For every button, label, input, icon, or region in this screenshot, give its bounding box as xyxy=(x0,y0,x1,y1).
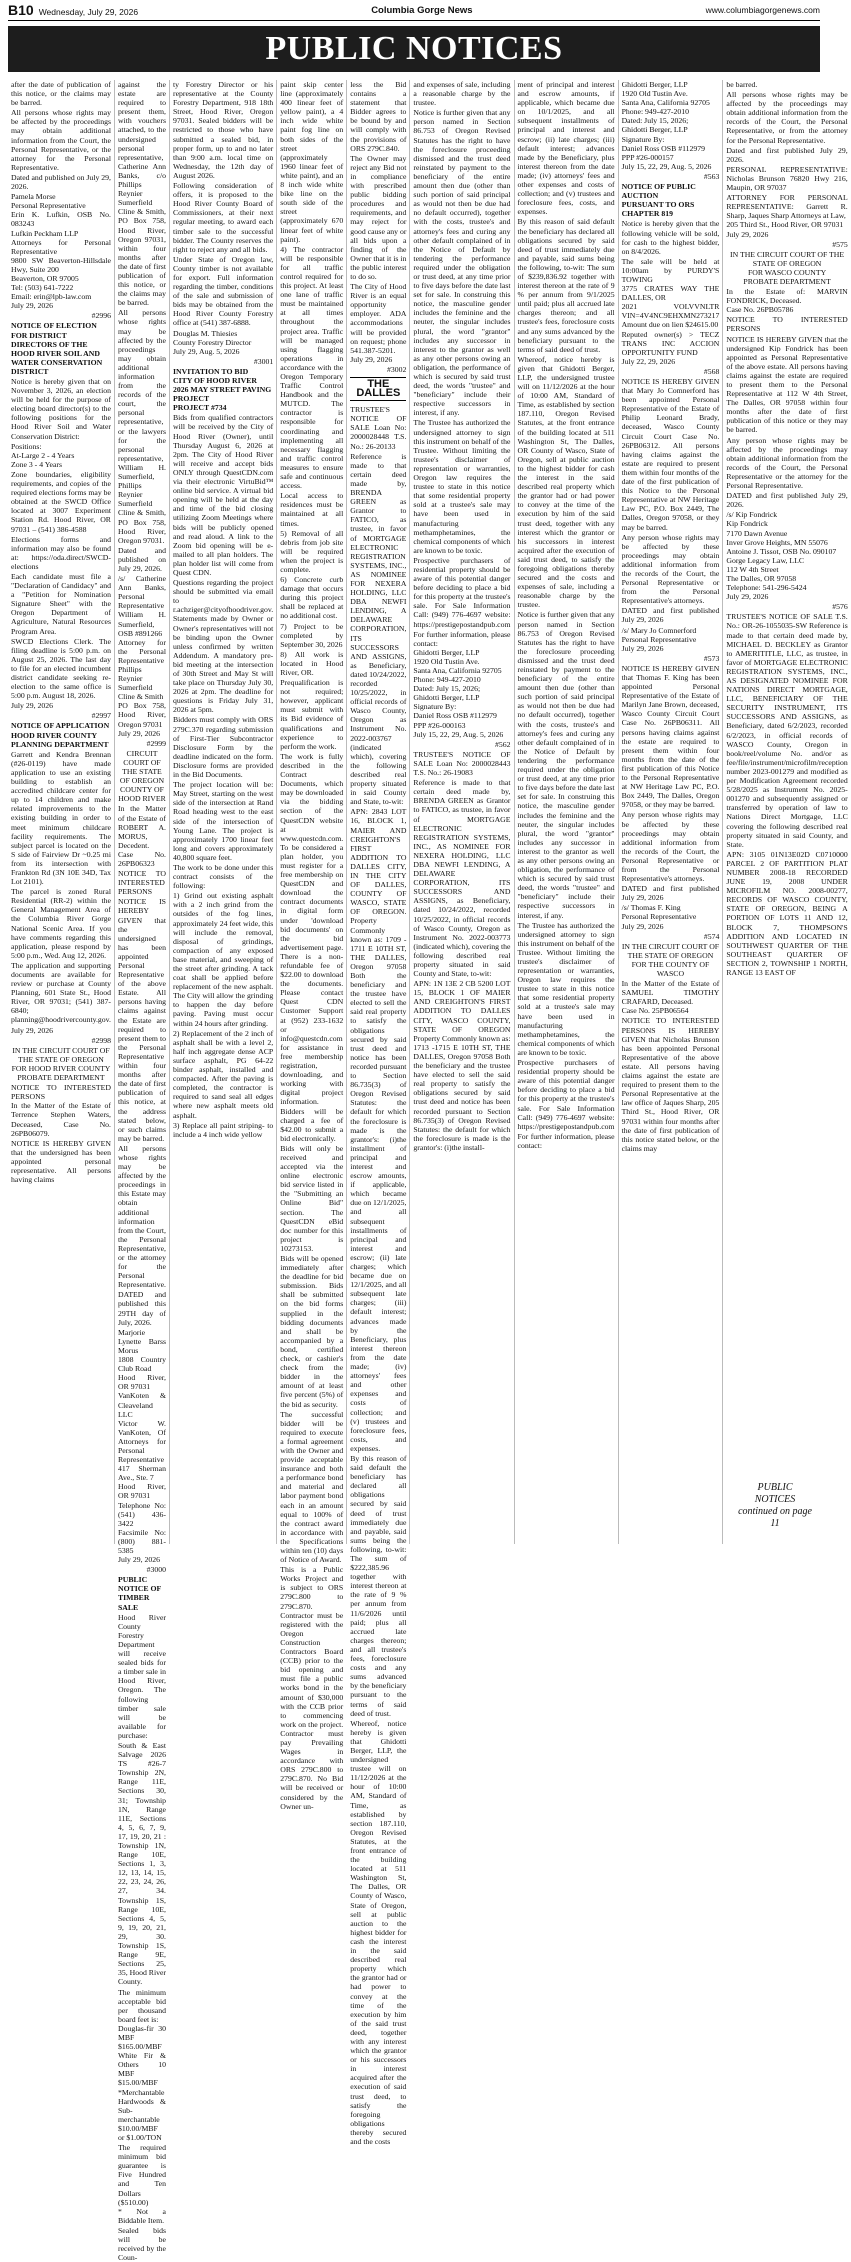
notice-paragraph: Following consideration of offers, it is proposed to the Hood River County Board of Commissioners, at their next regular meeting, to award each timber sale to the successful bidder. The County reserves the right to reject any and all bids. xyxy=(172,181,274,254)
notice-paragraph: Zone boundaries, eligibility requirements, and copies of the required elections forms may be obtained at the SWCD Office located at 3007 Experiment Station Rd. Hood River, OR 97031 – (541) 386-4588 xyxy=(11,469,111,534)
notice-paragraph: Reference is made to that certain deed made by, BRENDA GREEN as Grantor to FATICO, as trustee, in favor of MORTGAGE ELECTRONIC REGISTRATION SYSTEMS, INC., AS NOMINEE FOR NEXERA HOLDING, LLC DBA NEWFI LENDING, A DELAWARE CORPORATION, ITS SUCCESSORS AND ASSIGNS, as Beneficiary, dated 10/24/2022, recorded 10/25/2022, in official records of Wasco County, Oregon as Instrument No. 2022-003773 (indicated which), covering the following described real property situated in said County and State, to-wit: xyxy=(413,778,511,979)
notice-paragraph: By this reason of said default the beneficiary has declared all obligations secured by said deed of trust immediately due and payable, said sums being the following, to-wit: The sum of $239,836.92 together with interest thereon at the rate of 9 % per annum from 9/1/2025 until paid; plus all accrued late charges thereon; and all trustee's fees, foreclosure costs and any sums advanced by the beneficiary pursuant to the terms of said deed of trust. xyxy=(517,217,615,354)
notice-paragraph: NOTICE IS HEREBY GIVEN that Thomas F. King has been appointed Personal Representative of the Estate of Marilyn Jane Brown, deceased, Wasco County Circuit Court Case No. 26PB06311. All persons having claims against the estate are required to present them within four months from the date of the first publication of this Notice to the Personal Representative at NW Heritage Law PC, P.O. Box 2449, The Dalles, Oregon 97058, or they may be barred. xyxy=(621,663,720,810)
notice-paragraph: The Trustee has authorized the undersigned attorney to sign this instrument on behalf of the Trustee. Without limiting the trustee's disclaimer of representation or warranties, Oregon law requires the trustee to state in this notice that some residential property sold at a trustee's sale may have been used in manufacturing methamphetamines, the chemical components of which are known to be toxic. xyxy=(517,920,615,1057)
notice-number: #3000 xyxy=(146,1565,166,1575)
notice-paragraph: Notice is further given that any person named in Section 86.753 of Oregon Revised Statutes has the right to have the foreclosure proceeding dismissed and the trust deed reinstated by payment to the beneficiary of the entire amount then due (other than such portion of said principal as would not then be due had no default occurred), together with the costs, trustee's and attorney's fees and curing any other default complained of in the Notice of Default by tendering the performance required under the obligation or trust deed, at any time prior to five days before the date last set for sale. In construing this notice, the masculine gender includes the feminine and the neuter, the singular includes plural, the word "grantor" includes any successor in interest to the grantor as well as any other persons owing an obligation, the performance of which is secured by said trust deed, the words "trustee" and "beneficiary" include their respective successors in interest, if any. xyxy=(517,610,615,920)
notice-paragraph: All persons whose rights may be affected by the proceedings may obtain additional information from the records of the Court, the Personal Representative, or from the attorney for the Personal Representative. xyxy=(726,90,848,145)
notice-paragraph: Douglas M. Thiesies County Forestry Director July 29, Aug. 5, 2026 xyxy=(172,328,252,356)
notice-number: #562 xyxy=(495,739,511,749)
notice-paragraph: 4) The contractor will be responsible for all traffic control required for this project. At least one lane of traffic must be maintained at all times throughout the project area. Traffic will be managed using flagging operations in accordance with the Oregon Temporary Traffic Control Handbook and the MUTCD. The contractor is responsible for coordinating and implementing all necessary flagging and traffic control measures to ensure safe and continuous access. xyxy=(280,244,344,491)
notice-paragraph: Any person whose rights may be affected by the proceedings may obtain additional information from the records of the Court, the Personal Representative or the attorney for the Personal Representative. xyxy=(726,435,848,491)
notice-paragraph: Notice is hereby given that on November 3, 2026, an election will be held for the purpose of electing board director(s) to the following positions for the Hood River Soil and Water Conservation District: xyxy=(11,377,111,441)
notice-heading: IN THE CIRCUIT COURT OF THE STATE OF OREGON FOR WASCO COUNTY PROBATE DEPARTMENT xyxy=(729,249,845,286)
notice-paragraph: Bids from qualified contractors will be received by the City of Hood River (Owner), until Thursday August 6, 2026 at 2pm. The City of Hood River will receive and accept bids ONLY through QuestCDN.com via their electronic VirtuBid™ online bid service. A virtual bid opening will be held at the day and time of the bid closing utilizing Zoom Meetings where bids will be publicly opened and read aloud. A link to the Zoom bid opening will be e-mailed to all plan holders. The plan holder list will come from Quest CDN. xyxy=(172,413,274,577)
notice-paragraph: This is a Public Works Project and is subject to ORS 279C.800 to 279C.870. Contractor must be registered with the Oregon Construction Contractors Board (CCB) prior to the bid opening and must file a public works bond in the amount of $30,000 with the CCB prior to commencing work on the project. Contractor must pay Prevailing Wages in accordance with ORS 279C.800 to 279C.870. No Bid will be received or considered by the Owner un- xyxy=(280,1565,344,1811)
notice-paragraph: All persons whose rights may be affected by the proceedings in this Estate may obtain additional information from the Court, the Personal Representative, or the attorney for the Personal Representative. xyxy=(117,1143,166,1290)
notice-number: #3001 xyxy=(253,356,274,366)
notice-paragraph: ment of principal and interest and escrow amounts, if applicable, which became due on 10/1/2025, and all subsequent installments of principal and interest and escrow; (ii) late charges; (iii) default interest; advances made by the Beneficiary, plus interest thereon from the date made; (iv) attorneys' fees and other expenses and costs of collection; and (v) trustees and foreclosure fees, costs, and expenses. xyxy=(517,80,615,217)
notice-column xyxy=(277,80,347,1811)
notice-column xyxy=(8,80,115,1544)
notice-paragraph: Bids will be opened immediately after the deadline for bid submission. Bids shall be submitted on the bid forms supplied in the bidding documents and shall be accompanied by a bond, certified check, or cashier's check from the bidder in the amount of at least five percent (5%) of the bid as security. xyxy=(280,1254,344,1409)
notice-paragraph: DATED and first published July 29, 2026. xyxy=(726,491,848,510)
notice-heading: NOTICE OF APPLICATION HOOD RIVER COUNTY PLANNING DEPARTMENT xyxy=(11,721,110,749)
notice-paragraph: NOTICE TO INTERESTED PERSONS xyxy=(117,869,166,897)
notice-paragraph: ty Forestry Director or his representative at the County Forestry Department, 918 18th Street, Hood River, Oregon 97031. Sealed bidders will be restricted to those who have submitted a sealed bid, in proper form, up to and no later than 9:00 a.m. local time on Wednesday, the 12th day of August 2026. xyxy=(172,80,274,180)
notice-paragraph: 3) Replace all paint striping- to include a 4 inch wide yellow xyxy=(172,1120,274,1139)
notice-paragraph: In the Matter of the Estate of SAMUEL TIMOTHY CRAFARD, Deceased. Case No. 25PB06564 xyxy=(621,979,720,1016)
notice-paragraph: All persons whose rights may be affected by the proceedings may obtain additional information from the Court, the Personal Representative, or the attorney for the Personal Representative. xyxy=(11,108,111,172)
notice-paragraph: Prequalification is not required; however, applicant must submit with its Bid evidence of qualifications and experience to perform the work. xyxy=(280,678,344,751)
notice-heading: CIRCUIT COURT OF THE STATE OF OREGON COUNTY OF HOOD RIVER xyxy=(118,748,166,804)
notice-paragraph: PERSONAL REPRESENTATIVE: Nicholas Brunson 76820 Hwy 216, Maupin, OR 97037 xyxy=(726,164,848,193)
notice-paragraph: The minimum acceptable bid per thousand board feet is: Douglas-fir 30 MBF $165.00/MBF White Fir & Others 10 MBF $15.00/MBF *Merchantable Hardwoods & Sub-merchantable $10.00/MBF or $1.00/TON xyxy=(117,1987,166,2142)
notice-paragraph: Dated and published on July 29, 2026. xyxy=(117,545,166,573)
notice-paragraph: The Owner may reject any Bid not in compliance with prescribed public bidding procedures and requirements, and may reject for good cause any or all bids upon a finding of the Owner that it is in the public interest to do so. xyxy=(350,153,407,281)
notice-paragraph: TRUSTEE'S NOTICE OF SALE Loan No: 2000028443 T.S. No.: 26-19083 xyxy=(413,749,511,778)
notice-paragraph: In the Matter of the Estate of ROBERT A. MORUS, Decedent. Case No. 26PB06323 xyxy=(117,804,166,868)
notice-paragraph: Notice is hereby given that the following vehicle will be sold, for cash to the highest bidder, on 8/4/2026. xyxy=(621,219,720,256)
notice-paragraph: For further information, please contact: Ghidotti Berger, LLP 1920 Old Tustin Ave. Santa Ana, California 92705 Phone: 949-427-2010 Dated: July 15, 2026; Ghidotti Berger, LLP Signature By: Daniel Ross OSB #112979 PPP #26-000163 July 15, 22, 29, Aug. 5, 2026 xyxy=(413,629,511,739)
notice-paragraph: /s/ Kip Fondrick Kip Fondrick 7170 Dawn Avenue Inver Grove Heights, MN 55076 Antoine J. Tissot, OSB No. 090107 Gorge Legacy Law, LLC 112 W 4th Street The Dalles, OR 97058 Telephone: 541-296-5424 July 29, 2026 xyxy=(726,510,837,602)
notice-paragraph: 5) Removal of all debris from job site will be required when the project is complete. xyxy=(280,528,344,574)
notice-paragraph: DATED and first published July 29, 2026 xyxy=(621,884,720,903)
notice-paragraph: Reference is made to that certain deed made by, BRENDA GREEN as Grantor to FATICO, as trustee, in favor of MORTGAGE ELECTRONIC REGISTRATION SYSTEMS, INC., AS NOMINEE FOR NEXERA HOLDING, LLC DBA NEWFI LENDING, A DELAWARE CORPORATION, ITS SUCCESSORS AND ASSIGNS, as Beneficiary, dated 10/24/2022, recorded 10/25/2022, in official records of Wasco County, Oregon as Instrument No. 2022-003767 (indicated which), covering the following described real property situated in said County and State, to-wit: xyxy=(350,451,407,807)
notice-paragraph: NOTICE IS HEREBY GIVEN that the undersigned has been appointed personal representative. All persons having claims xyxy=(11,1138,111,1185)
notice-paragraph: The successful bidder will be required to execute a formal agreement with the Owner and provide acceptable insurance and both a performance bond and material and labor payment bond each in an amount equal to 100% of the contract award in accordance with the Specifications within ten (10) days of Notice of Award. xyxy=(280,1409,344,1565)
notice-column xyxy=(347,80,410,2146)
notice-paragraph: NOTICE TO INTERESTED PERSONS xyxy=(726,315,848,334)
notice-columns xyxy=(8,80,848,2262)
notice-paragraph: Each candidate must file a "Declaration of Candidacy" and a "Petition for Nomination Signature Sheet" with the Oregon Department of Agriculture, Natural Resources Program Area. xyxy=(11,571,111,636)
notice-heading: PUBLIC NOTICE OF TIMBER SALE xyxy=(117,1575,161,1612)
notice-paragraph: Garrett and Kendra Brennan (#26-0119) have made application to use an existing building to establish an accredited childcare center for up to 14 children and make related improvements to the existing building in order to meet minimum childcare facility requirements. The subject parcel is located on the S side of Fairview Dr ~0.25 mi from its intersection with Frankton Rd (3N 10E 34D, Tax Lot 2101). xyxy=(11,749,111,887)
notice-paragraph: /s/ Mary Jo Comnerford Personal Representative July 29, 2026 xyxy=(621,625,697,653)
notice-paragraph: NOTICE TO INTERESTED PERSONS IS HEREBY GIVEN that Nicholas Brunson has been appointed Personal Representative of the above estate. All persons having claims against the estate are required to present them to the Personal Representative at the law office of Jaques Sharp, 205 Third St., Hood River, OR 97031 within four months after the date of first publication of this notice stated below, or the claims may xyxy=(621,1016,720,1153)
notice-paragraph: Any person whose rights may be affected by these proceedings may obtain additional information from the records of the Court, the Personal Representative or from the Personal Representative's attorneys. xyxy=(621,532,720,606)
notice-paragraph: The required minimum bid guarantee is Five Hundred and Ten Dollars ($510.00) * Not a Biddable Item. xyxy=(117,2143,166,2225)
notice-paragraph: NOTICE IS HEREBY GIVEN that Mary Jo Comnerford has been appointed Personal Representative of the Estate of Philip Leonard Brady, deceased, Wasco County Circuit Court Case No. 26PB06312. All persons having claims against the estate are required to present them within four months of the date of the first publication of this Notice to the Personal Representative at NW Heritage Law PC, P.O. Box 2449, The Dalles, Oregon 97058, or they may be barred. xyxy=(621,377,720,532)
notice-column xyxy=(619,80,724,1544)
notice-paragraph: Bids will only be received and accepted via the online electronic bid service listed in the "Submitting an Online Bid" section. The QuestCDN eBid doc number for this project is 10273153. xyxy=(280,1143,344,1253)
notice-paragraph: DATED and published this 29TH day of July, 2026. xyxy=(117,1290,166,1327)
notice-paragraph: The work is fully described in the Contract Documents, which may be downloaded via the bidding section of the QuestCDN website at www.questcdn.com. To be considered a plan holder, you must register for a free membership on QuestCDN and download the contract documents in digital form under 'download bid documents' on the bid advertisement page. There is a non-refundable fee of $22.00 to download the documents. Please contact Quest CDN Customer Support at (952) 233-1632 or info@questcdn.com for assistance in free membership registration, downloading, and working with digital project information. Bidders will be charged a fee of $42.00 to submit a bid electronically. xyxy=(280,751,344,1143)
notice-paragraph: Prospective purchasers of residential property should be aware of this potential danger before deciding to place a bid for this property at the trustee's sale. For Sale Information Call: (949) 776-4697 website: https://prestigepostandpub.com xyxy=(413,555,511,629)
notice-paragraph: The Trustee has authorized the undersigned attorney to sign this instrument on behalf of the Trustee. Without limiting the trustee's disclaimer of representation or warranties, Oregon law requires the trustee to state in this notice that some residential property sold at a trustee's sale may have been used in manufacturing methamphetamines, the chemical components of which are known to be toxic. xyxy=(413,418,511,555)
notice-heading: INVITATION TO BID CITY OF HOOD RIVER 2026 MAY STREET PAVING PROJECT PROJECT #734 xyxy=(172,366,272,413)
section-heading: THE DALLES xyxy=(350,377,406,401)
notice-paragraph: /s/ Catherine Ann Banks, Personal Representative William H. Sumerfield, OSB #891266 Attorney for the Personal Representative Phillips Reynier Sumerfield Cline & Smith PO Box 758, Hood River, Oregon 97031 July 29, 2026 xyxy=(117,574,166,738)
notice-number: #568 xyxy=(703,366,720,376)
notice-paragraph: against the estate are required to present them, with vouchers attached, to the undersigned personal representative, Catherine Ann Banks, c/o Phillips Reynier Sumerfield Cline & Smith, PO Box 758, Hood River, Oregon 97031, within four months after the date of first publication of this notice, or the claims may be barred. xyxy=(117,80,166,308)
notice-paragraph: Ghidotti Berger, LLP 1920 Old Tustin Ave. Santa Ana, California 92705 Phone: 949-427-2010 Dated: July 15, 2026; Ghidotti Berger, LLP Signature By: Daniel Ross OSB #112979 PPP #26-000157 July 15, 22, 29, Aug. 5, 2026 xyxy=(621,80,712,171)
notice-paragraph: Local access to residences must be maintained at all times. xyxy=(280,491,344,528)
page-header xyxy=(8,0,820,21)
notice-number: #2999 xyxy=(146,738,166,748)
notice-paragraph: NOTICE IS HEREBY GIVEN that the undersigned Kip Fondrick has been appointed as Personal Representative of the above estate. All persons having claims against the estate are required to present them to the Personal Representative at 112 W 4th Street, The Dalles, OR 97058 within four months after the date of first publication of this notice or they may be barred. xyxy=(726,334,848,435)
notice-paragraph: Elections forms and information may also be found at: https://oda.direct/SWCD-elections xyxy=(11,534,111,571)
notice-paragraph: Questions regarding the project should be submitted via email to r.achziger@cityofhoodriver.gov. Statements made by Owner or Owner's representatives will not be binding upon the Owner unless confirmed by written Addendum. A mandatory pre-bid meeting at the intersection of 30th Street and May St will take place on Thursday July 30, 2026 at 2pm. The deadline for questions is Friday July 31, 2026 at 5pm. xyxy=(172,578,274,715)
notice-paragraph: The application and supporting documents are available for review or purchase at County Planning, 601 State St., Hood River, OR 97031; (541) 387-6840; planning@hoodrivercounty.gov. xyxy=(11,960,111,1025)
notice-paragraph: For further information, please contact: xyxy=(517,1131,615,1150)
notice-paragraph: APN: 3105 01N13E02D C0710000 PARCEL 2 OF PARTITION PLAT NUMBER 2008-18 RECORDED JUNE 19, 2008 UNDER MICROFILM NO. 2008-00277, RECORDS OF WASCO COUNTY, STATE OF OREGON, BEING A PORTION OF LOTS 11 AND 12, BLOCK 7, THOMPSON'S ADDITION AND LOCATED IN SOUTHWEST QUARTER OF THE SOUTHEAST QUARTER OF SECTION 2, TOWNSHIP 1 NORTH, RANGE 13 EAST OF xyxy=(726,849,848,977)
notice-paragraph: The sale will be held at 10:00am by PURDY'S TOWING 3775 CRATES WAY THE DALLES, OR 2021 VOLVVNLTR VIN=4V4NC9EHXMN273217 Amount due on lien $24615.00 Reputed owner(s) > TECZ TRANS INC ACCION OPPORTUNITY FUND July 22, 29, 2026 xyxy=(621,256,720,366)
notice-number: #2997 xyxy=(91,711,111,721)
notice-paragraph: less the Bid contains a statement that Bidder agrees to be bound by and will comply with the provisions of ORS 279C.840. xyxy=(350,80,407,153)
notice-paragraph: 1) Grind out existing asphalt with a 2 inch grind from the outsides of the fog lines, approximately 24 feet wide, this will include the removal, disposal of grindings, compaction of any exposed base material, and sweeping of the street after grinding. A tack coat shall be applied before replacement of the new asphalt. The City will allow the grinding to happen the day before paving. Paving must occur within 24 hours after grinding. xyxy=(172,891,274,1028)
notice-number: #2998 xyxy=(91,1035,111,1045)
notice-number: #563 xyxy=(703,171,720,181)
notice-heading: IN THE CIRCUIT COURT OF THE STATE OF OREGON FOR HOOD RIVER COUNTY PROBATE DEPARTMENT xyxy=(11,1045,111,1083)
notice-heading: NOTICE OF ELECTION FOR DISTRICT DIRECTORS OF THE HOOD RIVER SOIL AND WATER CONSERVATION DISTRICT xyxy=(11,321,103,376)
notice-paragraph: Prospective purchasers of residential property should be aware of this potential danger before deciding to place a bid for this property at the trustee's sale. For Sale Information Call: (949) 776-4697 website: https://prestigepostandpub.com xyxy=(517,1058,615,1131)
notice-number: #574 xyxy=(703,931,720,941)
notice-paragraph: Whereof, notice hereby is given that Ghidotti Berger, LLP, the undersigned trustee will on 11/12/2026 at the hour of 10:00 AM, Standard of Time, as established by section 187.110, Oregon Revised Statutes, at the front entrance of the building located at 511 Washington St, The Dalles, OR County of Wasco, State of Oregon, sell at public auction to the highest bidder for cash the interest in the said described real property which the grantor had or had power to convey at the time of the execution by him of the said trust deed, together with any interest which the grantor or his successors in interest acquired after the execution of said trust deed, to satisfy the foregoing obligations thereby secured and the costs and expenses of sale, including a reasonable charge by the trustee. xyxy=(517,354,615,610)
notice-paragraph: NOTICE TO INTERESTED PERSONS In the Matter of the Estate of Terrence Stephen Waters, Deceased, Case No. 26PB06079. xyxy=(11,1083,111,1138)
notice-number: #2996 xyxy=(91,311,111,321)
notice-column xyxy=(115,80,170,2262)
notice-paragraph: Under State of Oregon law, County timber is not available for export. Full information regarding the timber, conditions of the sale and submission of bids may be obtained from the Hood River County Forestry office at (541) 387-6888. xyxy=(172,254,274,328)
notice-paragraph: /s/ Thomas F. King Personal Representative July 29, 2026 xyxy=(621,903,697,931)
notice-paragraph: TRUSTEE'S NOTICE OF SALE Loan No: 2000028448 T.S. No.: 26-20133 xyxy=(350,405,407,451)
notice-paragraph: Pamela Morse Personal Representative Erin K. Lufkin, OSB No. 083243 Lufkin Peckham LLP Attorneys for Personal Representative 9800 SW Beaverton-Hillsdale Hwy, Suite 200 Beaverton, OR 97005 Tel: (503) 641-7222 Email: erin@lpb-law.com July 29, 2026 xyxy=(11,192,111,311)
website-url[interactable]: www.columbiagorgenews.com xyxy=(705,5,820,15)
notice-paragraph: The City of Hood River is an equal opportunity employer. ADA accommodations will be provided on request; phone 541.387-5201. July 29, 2026 xyxy=(350,282,407,364)
notice-paragraph: and expenses of sale, including a reasonable charge by the trustee. xyxy=(413,80,511,108)
notice-paragraph: ATTORNEY FOR PERSONAL REPRESENTATIVE: Garrett R. Sharp, Jaques Sharp Attorneys at Law, 205 Third St., Hood River, OR 97031 July 29, 2026 xyxy=(726,193,848,239)
notice-paragraph: By this reason of said default the beneficiary has declared all obligations secured by said deed of trust immediately due and payable, said sums being the following, to-wit: The sum of $222,385.96 together with interest thereon at the rate of 9 % per annum from 11/6/2026 until paid; plus all accrued late charges thereon; and all trustee's fees, foreclosure costs and any sums advanced by the beneficiary pursuant to the terms of said deed of trust. xyxy=(350,1453,407,1718)
notice-paragraph: APN: 2843 LOT 16, BLOCK 1, MAIER AND CREIGHTON'S FIRST ADDITION TO DALLES CITY, IN THE CITY OF DALLES, COUNTY OF WASCO, STATE OF OREGON. Property Commonly known as: 1709 - 1711 E 10TH ST, THE DALLES, Oregon 97058 Both the beneficiary and the trustee have elected to sell the said real property to satisfy the obligations secured by said trust deed and notice has been recorded pursuant to Section 86.735(3) of Oregon Revised Statutes: the default for which the foreclosure is made is the grantor's: (i)the installment of principal and interest and escrow amounts, if applicable, which became due on 12/1/2025, and all subsequent installments of principal and interest and escrow; (ii) late charges; which became due on 12/1/2025, and all subsequent late charges; (iii) default interest; advances made by the Beneficiary, plus interest thereon from the date made; (iv) attorneys' fees and other expenses and costs of collection; and (v) trustees and foreclosure fees, costs, and expenses. xyxy=(350,807,407,1453)
notice-paragraph: after the date of publication of this notice, or the claims may be barred. xyxy=(11,80,111,108)
notice-paragraph: TRUSTEE'S NOTICE OF SALE T.S. No.: OR-26-1055035-SW Reference is made to that certain deed made by, MICHAEL D. BECKLEY as Grantor to AMERITITLE, LLC, as trustee, in favor of MORTGAGE ELECTRONIC REGISTRATION SYSTEMS, INC., AS DESIGNATED NOMINEE FOR NATIONS DIRECT MORTGAGE, LLC, BENEFICIARY OF THE SECURITY INSTRUMENT, ITS SUCCESSORS AND ASSIGNS, as Beneficiary, dated 6/2/2023, recorded 6/2/2023, in official records of WASCO County, Oregon in book/reel/volume No. and/or as fee/file/instrument/microfilm/reception number 2023-001279 and modified as per Modification Agreement recorded 5/28/2025 as Instrument No. 2025-001270 and subsequently assigned or transferred by operation of law to Nations Direct Mortgage, LLC covering the following described real property situated in said County, and State. xyxy=(726,612,848,849)
header-date: Wednesday, July 29, 2026 xyxy=(38,7,139,17)
notice-paragraph: Sealed bids will be received by the Coun- xyxy=(117,2225,166,2262)
notice-number: #576 xyxy=(832,602,848,612)
notice-heading: IN THE CIRCUIT COURT OF THE STATE OF OREGON FOR THE COUNTY OF WASCO xyxy=(621,941,720,978)
notice-number: #3002 xyxy=(387,364,407,374)
notice-paragraph: 7) Project to be completed by September 30, 2026 xyxy=(280,621,344,649)
notice-paragraph: paint skip center line (approximately 400 linear feet of yellow paint), a 4 inch wide white paint fog line on both sides of the street (approximately 1960 linear feet of white paint), and an 8 inch wide white bike line on the south side of the street (approximately 670 linear feet of white paint). xyxy=(280,80,344,244)
publication-name: Columbia Gorge News xyxy=(371,4,473,16)
notice-number: #573 xyxy=(703,653,720,663)
notice-paragraph: APN: 1N 13E 2 CB 5200 LOT 15, BLOCK 1 OF MAIER AND CREIGHTON'S FIRST ADDITION TO DALLES CITY, WASCO COUNTY, STATE OF OREGON Property Commonly known as: 1713 -1715 E 10TH ST, THE DALLES, Oregon 97058 Both the beneficiary and the trustee have elected to sell the said real property to satisfy the obligations secured by said trust deed and notice has been recorded pursuant to Section 86.735(3) of Oregon Revised Statutes: the default for which the foreclosure is made is the grantor's: (i)the install- xyxy=(413,979,511,1152)
notice-paragraph: DATED and first published July 29, 2026 xyxy=(621,606,720,625)
continued-note: PUBLIC NOTICES continued on page 11 xyxy=(738,1482,812,1529)
notice-column xyxy=(723,80,850,1544)
notice-paragraph: South & East Salvage 2026 TS #26-7 Township 2N, Range 11E, Sections 30, 31; Township 1N, Range 11E, Sections 4, 5, 6, 7, 9, 17, 19, 20, 21 : Township 1N, Range 10E, Sections 1, 3, 12, 13, 14, 15, 22, 23, 24, 26, 27, 34. Township 1S, Range 10E, Sections 4, 5, 9, 19, 20, 21, 29, 30. Township 1S, Range 9E, Sections 25, 35, Hood River County. xyxy=(117,1740,166,1987)
notice-paragraph: Whereof, notice hereby is given that Ghidotti Berger, LLP, the undersigned trustee will on 11/12/2026 at the hour of 10:00 AM, Standard of Time, as established by section 187.110, Oregon Revised Statutes, at the front entrance of the building located at 511 Washington St, The Dalles, OR County of Wasco, State of Oregon, sell at public auction to the highest bidder for cash the interest in the said described real property which the grantor had or had power to convey at the time of the execution by him of the said trust deed, together with any interest which the grantor or his successors in interest acquired after the execution of said trust deed, to satisfy the foregoing obligations thereby secured and the costs xyxy=(350,1718,407,2146)
header-left xyxy=(8,2,138,18)
notice-paragraph: Hood River County Forestry Department will receive sealed bids for a timber sale in Hood River, Oregon. The following timber sale will be available for purchase: xyxy=(117,1612,166,1740)
section-banner: PUBLIC NOTICES xyxy=(8,26,820,72)
notice-paragraph: 8) All work is located in Hood River, OR. xyxy=(280,649,344,677)
notice-paragraph: Marjorie Lynette Barss Morus 1808 Country Club Road Hood River, OR 97031 VanKoten & Cleaveland LLC Victor W. VanKoten, Of Attorneys for Personal Representative 417 Sherman Ave., Ste. 7 Hood River, OR 97031 Telephone No: (541) 436-3422 Facsimile No: (800) 881-5385 July 29, 2026 xyxy=(117,1327,166,1565)
notice-heading: NOTICE OF PUBLIC AUCTION PURSUANT TO ORS CHAPTER 819 xyxy=(621,182,696,219)
notice-paragraph: Positions: At-Large 2 - 4 Years Zone 3 - 4 Years xyxy=(11,441,75,469)
notice-paragraph: Dated and first published July 29, 2026. xyxy=(726,145,848,164)
notice-paragraph: 6) Concrete curb damage that occurs during this project shall be replaced at no additional cost. xyxy=(280,575,344,621)
notice-paragraph: The project location will be: May Street, starting on the west side of the intersection at Rand Road heading west to the east side of the intersection of Young Lane. The project is approximately 1700 linear feet long and covers approximately 40,800 square feet. xyxy=(172,780,274,862)
notice-paragraph: The parcel is zoned Rural Residential (RR-2) within the General Management Area of the Columbia River Gorge National Scenic Area. If you have comments regarding this application, please respond by 5:00 p.m., Wed. Aug 12, 2026. xyxy=(11,887,111,960)
notice-column xyxy=(170,80,277,1544)
notice-column xyxy=(515,80,619,1544)
notice-paragraph: July 29, 2026 xyxy=(11,1025,53,1035)
notice-paragraph: Dated and published on July 29, 2026. xyxy=(11,172,111,192)
notice-paragraph: Notice is further given that any person named in Section 86.753 of Oregon Revised Statutes has the right to have the foreclosure proceeding dismissed and the trust deed reinstated by payment to the beneficiary of the entire amount then due (other than such portion of said principal as would not then be due had no default occurred), together with the costs, trustee's and attorney's fees and curing any other default complained of in the Notice of Default by tendering the performance required under the obligation or trust deed, at any time prior to five days before the date last set for sale. In construing this notice, the masculine gender includes the feminine and the neuter, the singular includes plural, the word "grantor" includes any successor in interest to the grantor as well as any other persons owing an obligation, the performance of which is secured by said trust deed, the words "trustee" and "beneficiary" include their respective successors in interest, if any. xyxy=(413,108,511,418)
notice-paragraph: NOTICE IS HEREBY GIVEN that the undersigned has been appointed Personal Representative of the above Estate. All persons having claims against the Estate are required to present them to the Personal Representative within four months after the date of first publication of this notice, at the address stated below, or such claims may be barred. xyxy=(117,897,166,1143)
notice-paragraph: Bidders must comply with ORS 279C.370 regarding submission of First-Tier Subcontractor Disclosure Form by the deadline indicated on the form. Disclosure forms are provided in the Bid Documents. xyxy=(172,715,274,780)
notice-paragraph: 2) Replacement of the 2 inch of asphalt shall be with a level 2, half inch aggregate dense ACP surface asphalt, PG 64-22 binder asphalt, installed and compacted. After the paving is completed, the contractor is required to sand seal all edges where new asphalt meets old asphalt. xyxy=(172,1028,274,1120)
notice-column xyxy=(410,80,514,1544)
page-number: B10 xyxy=(8,2,34,18)
notice-paragraph: July 29, 2026 xyxy=(11,701,53,711)
notice-paragraph: be barred. xyxy=(726,80,758,89)
notice-paragraph: Any person whose rights may be affected by these proceedings may obtain additional information from the records of the Court, the Personal Representative or from the Personal Representative's attorneys. xyxy=(621,810,720,884)
notice-paragraph: SWCD Elections Clerk. The filing deadline is 5:00 p.m. on August 25, 2026. The last day to file for an elected incumbent district candidate seeking re-election to the same office is 5:00 p.m. August 18, 2026. xyxy=(11,636,111,701)
notice-number: #575 xyxy=(832,239,848,249)
notice-paragraph: In the Estate of: MARVIN FONDRICK, Deceased. Case No. 26PB05786 xyxy=(726,287,848,315)
notice-paragraph: The work to be done under this contract consists of the following: xyxy=(172,862,274,891)
notice-paragraph: All persons whose rights may be affected by the proceedings may obtain additional information from the records of the court, the personal representative, or the lawyers for the personal representative, William H. Sumerfield, Phillips Reynier Sumerfield Cline & Smith, PO Box 758, Hood River, Oregon 97031. xyxy=(117,308,166,545)
